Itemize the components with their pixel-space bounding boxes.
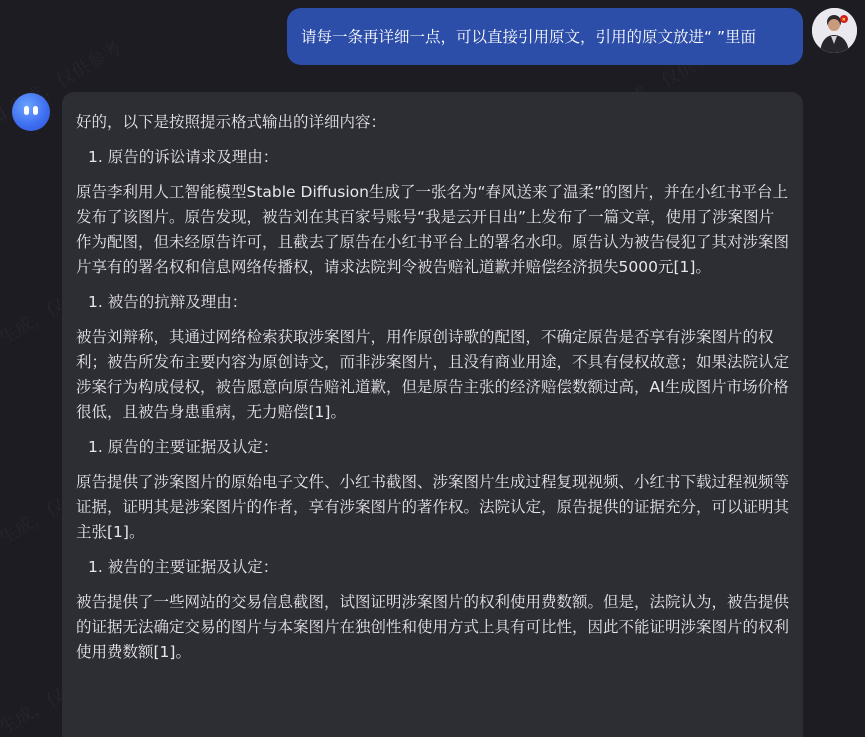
assistant-message-bubble — [62, 92, 803, 737]
assistant-intro: 好的，以下是按照提示格式输出的详细内容： — [76, 113, 387, 131]
section-body: 原告提供了涉案图片的原始电子文件、小红书截图、涉案图片生成过程复现视频、小红书下载过程视频等证据，证明其是涉案图片的作者，享有涉案图片的著作权。法院认定，原告提供的证据充分，可以证明其主张[1]。 — [76, 473, 790, 541]
section-heading: 1. 原告的主要证据及认定： — [88, 438, 279, 456]
section-heading: 1. 被告的主要证据及认定： — [88, 558, 279, 576]
assistant-avatar — [12, 93, 50, 131]
user-avatar[interactable] — [812, 8, 857, 53]
section-heading: 1. 被告的抗辩及理由： — [88, 293, 248, 311]
section-body: 被告刘辩称，其通过网络检索获取涉案图片，用作原创诗歌的配图，不确定原告是否享有涉案图片的权利；被告所发布主要内容为原创诗文，而非涉案图片，且没有商业用途，不具有侵权故意；如果法院认定涉案行为构成侵权，被告愿意向原告赔礼道歉，但是原告主张的经济赔偿数额过高，AI生成图片市场价格很低，且被告身患重病，无力赔偿[1]。 — [76, 328, 790, 421]
section-body: 原告李利用人工智能模型Stable Diffusion生成了一张名为“春风送来了温柔”的图片，并在小红书平台上发布了该图片。原告发现，被告刘在其百家号账号“我是云开日出”上发布了一篇文章，使用了涉案图片作为配图，但未经原告许可，且截去了原告在小红书平台上的署名水印。原告认为被告侵犯了其对涉案图片享有的署名权和信息网络传播权，请求法院判令被告赔礼道歉并赔偿经济损失5000元[1]。 — [76, 183, 790, 276]
user-message-text: 请每一条再详细一点，可以直接引用原文，引用的原文放进“ ”里面 — [301, 27, 756, 46]
section-body: 被告提供了一些网站的交易信息截图，试图证明涉案图片的权利使用费数额。但是，法院认为，被告提供的证据无法确定交易的图片与本案图片在独创性和使用方式上具有可比性，因此不能证明涉案图片的权利使用费数额[1]。 — [76, 593, 790, 661]
section-heading: 1. 原告的诉讼请求及理由： — [88, 148, 279, 166]
user-avatar-image — [812, 8, 857, 53]
assistant-avatar-eye-right — [33, 106, 38, 115]
assistant-avatar-eye-left — [24, 106, 29, 115]
user-message-bubble — [287, 8, 803, 65]
